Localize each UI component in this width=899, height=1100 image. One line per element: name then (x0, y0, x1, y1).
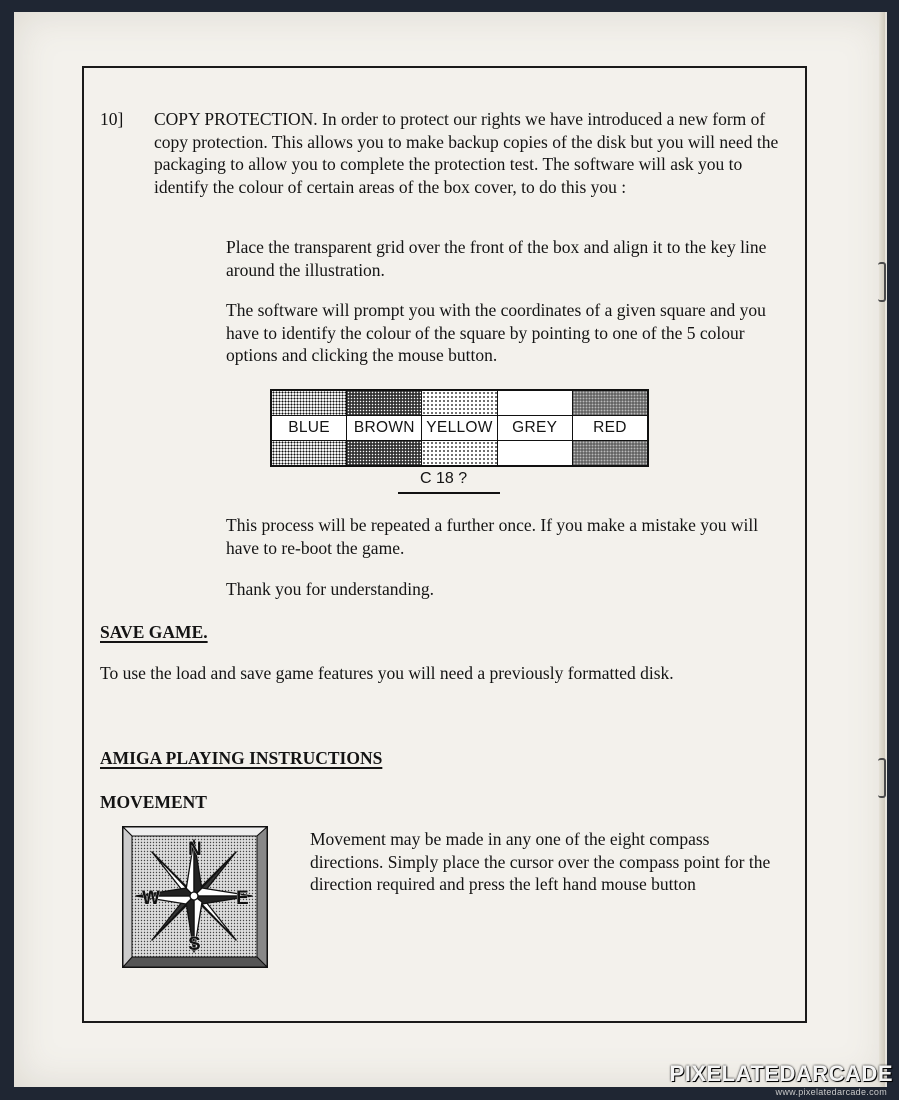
section-number: 10] (100, 109, 124, 129)
staple-top (878, 262, 886, 302)
page-fold (879, 12, 885, 1087)
watermark-url: www.pixelatedarcade.com (775, 1087, 887, 1097)
save-game-heading: SAVE GAME. (100, 622, 208, 642)
colour-label: BROWN (347, 415, 421, 441)
colour-option-yellow (421, 391, 496, 465)
compass-rose-icon (122, 826, 268, 968)
movement-heading: MOVEMENT (100, 792, 207, 812)
colour-label: BLUE (272, 415, 346, 441)
compass-north-label: N (188, 839, 202, 860)
watermark-brand: PIXELATEDARCADE (669, 1061, 893, 1086)
repeat-note: This process will be repeated a further once. If you make a mistake you will have to re-boot the game. (226, 515, 759, 558)
colour-label: GREY (498, 415, 572, 441)
colour-label: RED (573, 415, 647, 441)
colour-option-brown (346, 391, 421, 465)
colour-option-blue (272, 391, 346, 465)
movement-text: Movement may be made in any one of the eight compass directions. Simply place the cursor over the compass point for the direction required and press the left hand mouse button (310, 829, 771, 894)
compass-west-label: W (142, 888, 160, 909)
coordinate-prompt: C 18 ? (420, 470, 468, 487)
compass-south-label: S (188, 934, 201, 955)
thanks-note: Thank you for understanding. (226, 579, 435, 599)
compass-east-label: E (236, 888, 249, 909)
save-game-text: To use the load and save game features you will need a previously formatted disk. (100, 663, 674, 683)
coordinate-underline (398, 492, 500, 494)
colour-option-grey (497, 391, 572, 465)
copy-protection-intro: COPY PROTECTION. In order to protect our rights we have introduced a new form of copy protection. This allows you to make backup copies of the disk but you will need the packaging to allow you to complete the protection test. The software will ask you to identify the colour of certain areas of the box cover, to do this you : (154, 109, 779, 197)
step-place-grid: Place the transparent grid over the front of the box and align it to the key line around the illustration. (226, 237, 767, 280)
colour-option-red (572, 391, 647, 465)
staple-bottom (878, 758, 886, 798)
colour-grid (270, 389, 649, 467)
step-identify-colour: The software will prompt you with the coordinates of a given square and you have to identify the colour of the square by pointing to one of the 5 colour options and clicking the mouse button. (226, 300, 766, 365)
colour-label: YELLOW (422, 415, 496, 441)
amiga-heading: AMIGA PLAYING INSTRUCTIONS (100, 748, 383, 768)
